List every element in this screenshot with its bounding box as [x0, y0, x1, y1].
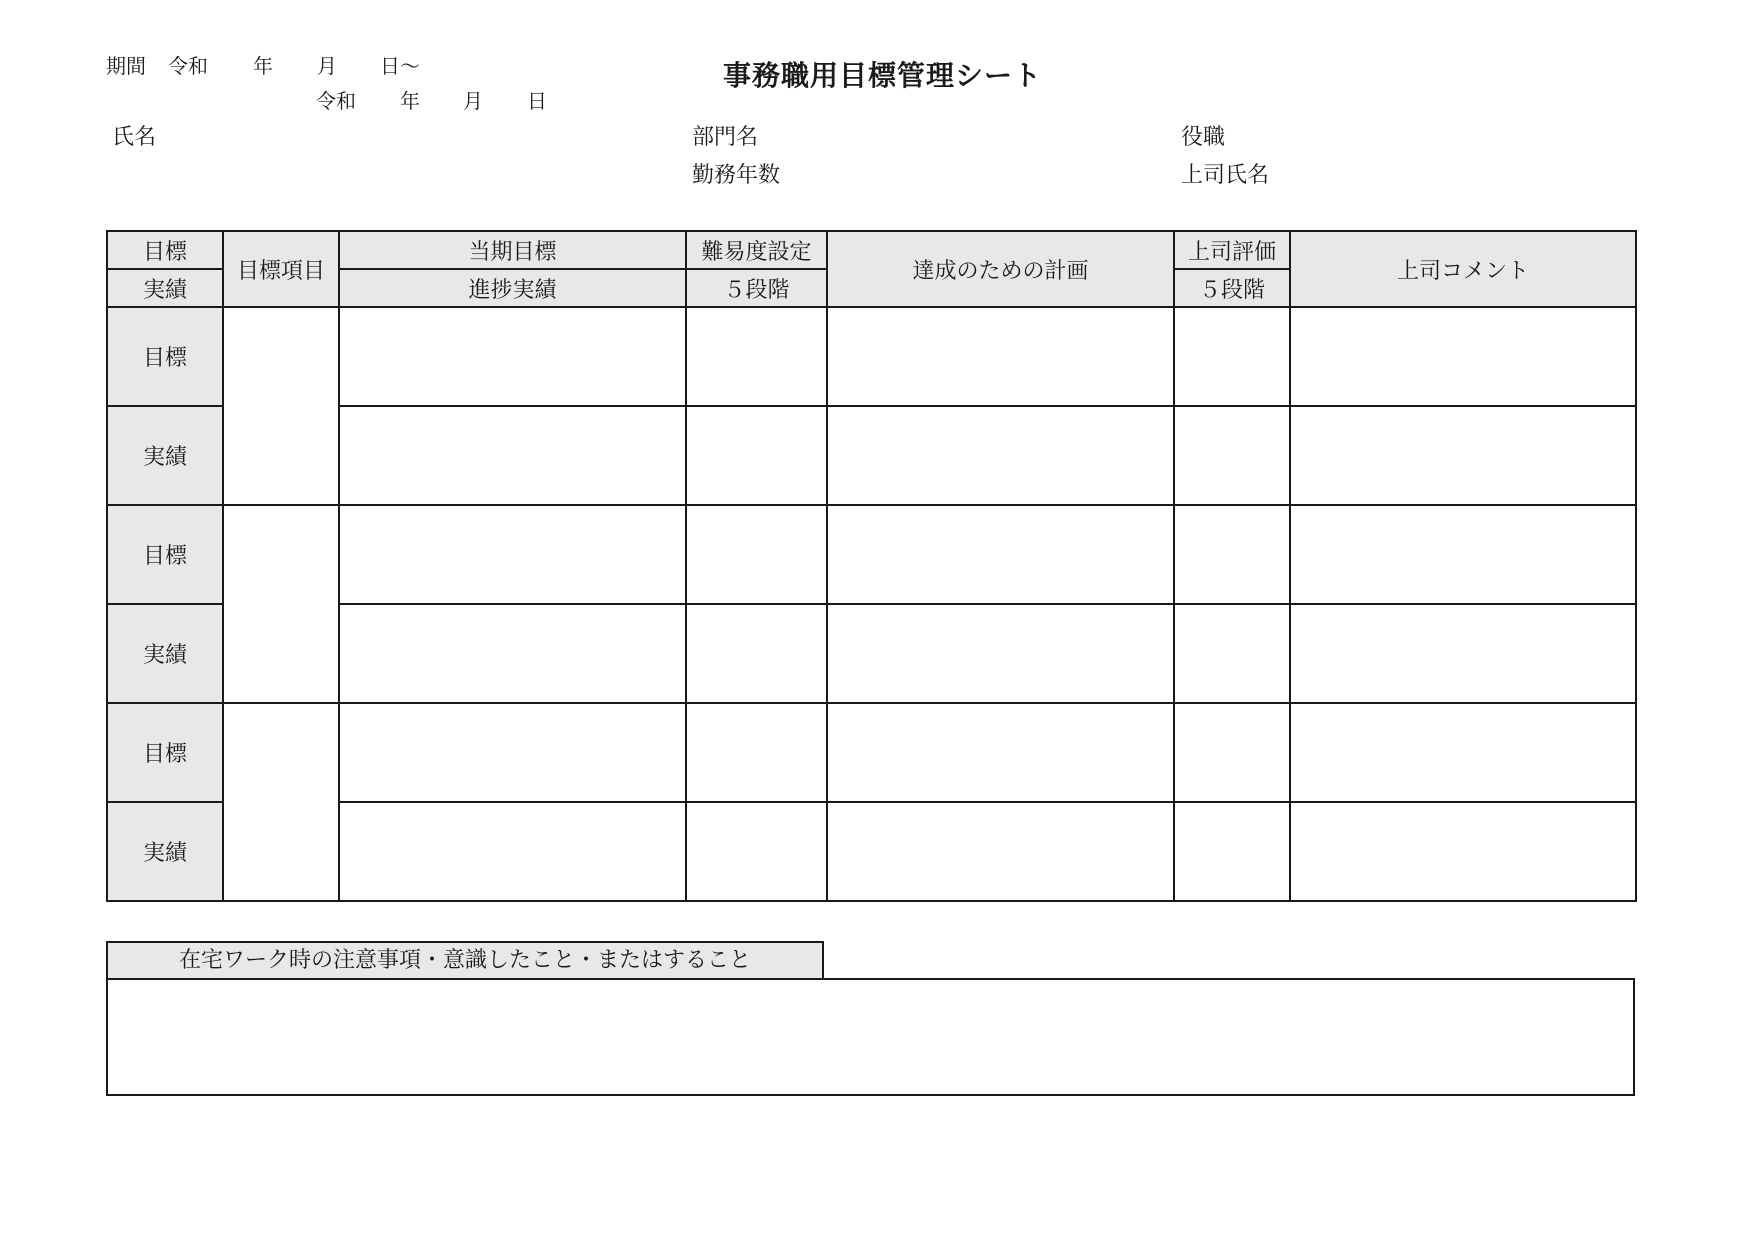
header-result: 実績 [107, 269, 223, 307]
difficulty-cell[interactable] [686, 307, 827, 406]
plan-cell[interactable] [827, 307, 1174, 406]
row-goal-label: 目標 [107, 505, 223, 604]
plan-cell[interactable] [827, 802, 1174, 901]
remote-work-notes-label: 在宅ワーク時の注意事項・意識したこと・またはすること [106, 941, 824, 978]
period-era-end: 令和 [316, 89, 356, 113]
period-day-end: 日 [527, 89, 547, 113]
supervisor-eval-cell[interactable] [1174, 703, 1290, 802]
supervisor-eval-cell[interactable] [1174, 802, 1290, 901]
header-goal-item: 目標項目 [223, 231, 339, 307]
current-goal-cell[interactable] [339, 307, 686, 406]
difficulty-cell[interactable] [686, 406, 827, 505]
goal-management-table [106, 230, 1637, 902]
page-title: 事務職用目標管理シート [723, 59, 1043, 92]
plan-cell[interactable] [827, 406, 1174, 505]
goal-item-cell[interactable] [223, 703, 339, 901]
supervisor-comment-cell[interactable] [1290, 505, 1636, 604]
period-month-end: 月 [463, 89, 483, 113]
current-goal-cell[interactable] [339, 505, 686, 604]
difficulty-cell[interactable] [686, 604, 827, 703]
supervisor-eval-cell[interactable] [1174, 406, 1290, 505]
period-month-start: 月 [317, 54, 337, 78]
row-goal-label: 目標 [107, 703, 223, 802]
period-day-start: 日〜 [380, 54, 420, 78]
row-goal-label: 目標 [107, 307, 223, 406]
header-target: 目標 [107, 231, 223, 269]
row-result-label: 実績 [107, 604, 223, 703]
supervisor-comment-cell[interactable] [1290, 307, 1636, 406]
period-era-start: 令和 [168, 54, 208, 78]
progress-cell[interactable] [339, 406, 686, 505]
tenure-label: 勤務年数 [692, 163, 781, 188]
progress-cell[interactable] [339, 604, 686, 703]
difficulty-cell[interactable] [686, 703, 827, 802]
position-label: 役職 [1181, 125, 1226, 150]
remote-work-notes-input[interactable] [106, 978, 1635, 1096]
difficulty-cell[interactable] [686, 802, 827, 901]
row-result-label: 実績 [107, 802, 223, 901]
current-goal-cell[interactable] [339, 703, 686, 802]
progress-cell[interactable] [339, 802, 686, 901]
difficulty-cell[interactable] [686, 505, 827, 604]
supervisor-comment-cell[interactable] [1290, 406, 1636, 505]
header-difficulty: 難易度設定 [686, 231, 827, 269]
header-progress: 進捗実績 [339, 269, 686, 307]
name-label: 氏名 [112, 125, 157, 150]
supervisor-comment-cell[interactable] [1290, 802, 1636, 901]
plan-cell[interactable] [827, 604, 1174, 703]
supervisor-eval-cell[interactable] [1174, 505, 1290, 604]
supervisor-comment-cell[interactable] [1290, 703, 1636, 802]
period-year-end: 年 [400, 89, 420, 113]
plan-cell[interactable] [827, 505, 1174, 604]
plan-cell[interactable] [827, 703, 1174, 802]
header-supervisor-eval: 上司評価 [1174, 231, 1290, 269]
supervisor-eval-cell[interactable] [1174, 604, 1290, 703]
header-supervisor-comment: 上司コメント [1290, 231, 1636, 307]
header-eval-scale: ５段階 [1174, 269, 1290, 307]
supervisor-eval-cell[interactable] [1174, 307, 1290, 406]
period-label: 期間 [106, 54, 146, 78]
header-difficulty-scale: ５段階 [686, 269, 827, 307]
department-label: 部門名 [692, 125, 759, 150]
header-plan: 達成のための計画 [827, 231, 1174, 307]
supervisor-comment-cell[interactable] [1290, 604, 1636, 703]
supervisor-name-label: 上司氏名 [1181, 163, 1270, 188]
row-result-label: 実績 [107, 406, 223, 505]
period-year-start: 年 [253, 54, 273, 78]
goal-item-cell[interactable] [223, 505, 339, 703]
header-current-goal: 当期目標 [339, 231, 686, 269]
goal-item-cell[interactable] [223, 307, 339, 505]
